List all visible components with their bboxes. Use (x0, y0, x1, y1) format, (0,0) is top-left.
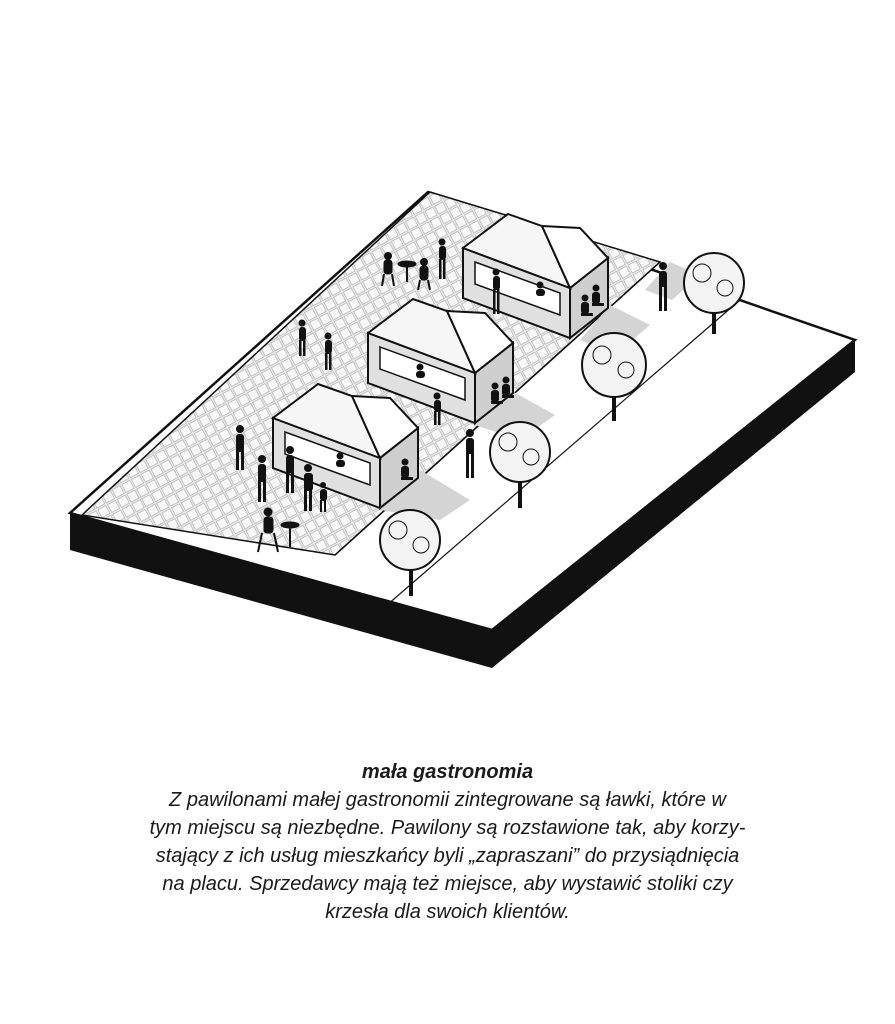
caption-line: na placu. Sprzedawcy mają też miejsce, aby wystawić stoliki czy (162, 873, 733, 895)
caption-line: stający z ich usług mieszkańcy byli „zapraszani” do przysiądnięcia (155, 845, 740, 867)
caption-line: krzesła dla swoich klientów. (325, 901, 570, 923)
caption-title: mała gastronomia (361, 761, 534, 783)
caption-line: Z pawilonami małej gastronomii zintegrowane są ławki, które w (169, 789, 726, 811)
caption-line: tym miejscu są niezbędne. Pawilony są rozstawione tak, aby korzy- (149, 817, 746, 839)
caption (0, 758, 895, 926)
